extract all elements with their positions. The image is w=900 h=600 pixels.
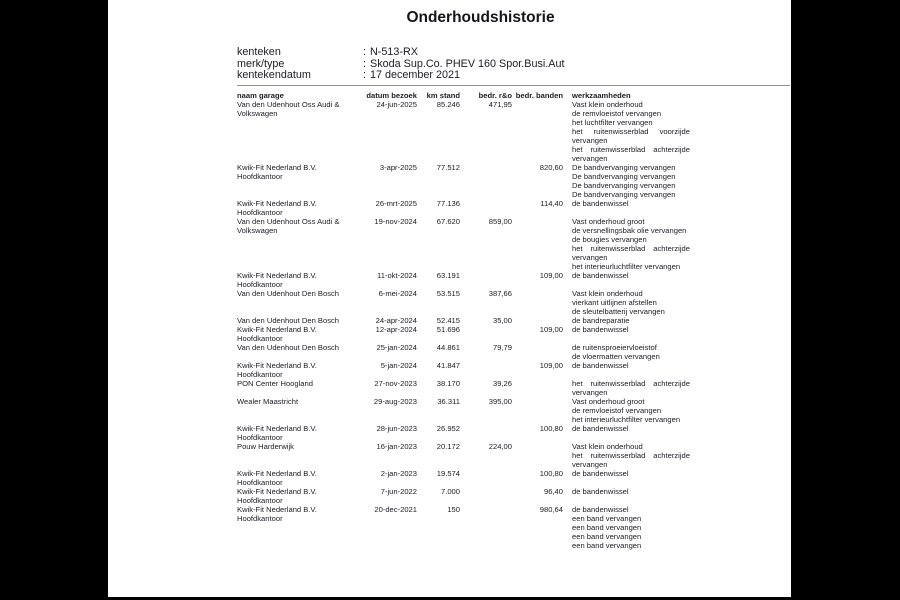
amount-tires-cell: 109,00 bbox=[539, 324, 563, 334]
meta-row-merk-type bbox=[237, 59, 791, 71]
amount-repair-cell bbox=[460, 199, 512, 217]
table-row bbox=[237, 217, 690, 271]
garage-name-line: Kwik-Fit Nederland B.V. bbox=[237, 324, 317, 334]
spacer-cell bbox=[563, 100, 572, 163]
meta-colon: : bbox=[363, 46, 366, 58]
meta-colon: : bbox=[363, 69, 366, 82]
table-header-row bbox=[237, 91, 690, 100]
spacer-cell bbox=[563, 487, 572, 505]
garage-name-line: PON Center Hoogland bbox=[237, 378, 313, 388]
garage-name-cell bbox=[237, 271, 363, 289]
garage-name-line: Hoofdkantoor bbox=[237, 369, 283, 379]
table-header bbox=[237, 91, 690, 100]
table-row bbox=[237, 316, 690, 325]
garage-name-line: Hoofdkantoor bbox=[237, 171, 283, 181]
work-item-line: de vloermatten vervangen bbox=[572, 351, 660, 361]
work-item-line: de remvloeistof vervangen bbox=[572, 405, 662, 415]
spacer-cell bbox=[563, 163, 572, 199]
work-items-cell bbox=[572, 397, 690, 424]
amount-tires-cell bbox=[512, 316, 563, 325]
column-header-amount-tires: bedr. banden bbox=[515, 90, 563, 100]
work-item-line: de bougies vervangen bbox=[572, 234, 647, 244]
table-row bbox=[237, 199, 690, 217]
work-item-line: de bandenwissel bbox=[572, 504, 629, 514]
odometer-cell: 44.861 bbox=[436, 342, 460, 352]
spacer-cell bbox=[563, 397, 572, 424]
garage-name-cell bbox=[237, 424, 363, 442]
garage-name-cell bbox=[237, 469, 363, 487]
amount-tires-cell: 980,64 bbox=[539, 504, 563, 514]
visit-date-cell: 19-nov-2024 bbox=[374, 216, 417, 226]
garage-name-line: Hoofdkantoor bbox=[237, 432, 283, 442]
table-row bbox=[237, 469, 690, 487]
odometer-cell: 36.311 bbox=[437, 396, 460, 406]
garage-name-line: Van den Udenhout Oss Audi & bbox=[237, 99, 340, 109]
spacer-cell bbox=[563, 505, 572, 550]
visit-date-cell: 28-jun-2023 bbox=[376, 423, 417, 433]
garage-name-cell bbox=[237, 289, 363, 316]
amount-tires-cell bbox=[512, 343, 563, 361]
garage-name-line: Hoofdkantoor bbox=[237, 513, 283, 523]
table-row bbox=[237, 271, 690, 289]
work-item-line: een band vervangen bbox=[572, 513, 642, 523]
page-title: Onderhoudshistorie bbox=[406, 9, 555, 26]
work-item-line: een band vervangen bbox=[572, 540, 642, 550]
spacer-cell bbox=[563, 316, 572, 325]
garage-name-line: Hoofdkantoor bbox=[237, 495, 283, 505]
work-item-line: De bandvervanging vervangen bbox=[572, 162, 676, 172]
work-item-line: de bandreparatie bbox=[572, 315, 630, 325]
odometer-cell: 67.620 bbox=[436, 216, 460, 226]
column-header-km: km stand bbox=[426, 90, 460, 100]
work-item-line: de sleutelbatterij vervangen bbox=[572, 306, 665, 316]
work-item-line: Vast klein onderhoud bbox=[572, 288, 643, 298]
spacer-cell bbox=[563, 361, 572, 379]
amount-repair-cell bbox=[460, 361, 512, 379]
garage-name-cell bbox=[237, 217, 363, 271]
visit-date-cell: 26-mrt-2025 bbox=[375, 198, 417, 208]
amount-repair-cell: 859,00 bbox=[488, 216, 512, 226]
odometer-cell: 53.515 bbox=[436, 288, 460, 298]
visit-date-cell: 12-apr-2024 bbox=[375, 324, 417, 334]
meta-value: 17 december 2021 bbox=[370, 69, 461, 82]
spacer-cell bbox=[563, 199, 572, 217]
amount-repair-cell: 35,00 bbox=[492, 315, 512, 325]
maintenance-history-table bbox=[237, 91, 690, 550]
work-item-line: Vast onderhoud groot bbox=[572, 216, 645, 226]
garage-name-cell bbox=[237, 316, 363, 325]
odometer-cell: 85.246 bbox=[436, 99, 460, 109]
garage-name-line: Kwik-Fit Nederland B.V. bbox=[237, 486, 317, 496]
garage-name-cell bbox=[237, 100, 363, 163]
work-item-line: De bandvervanging vervangen bbox=[572, 171, 676, 181]
amount-tires-cell: 109,00 bbox=[539, 360, 563, 370]
amount-tires-cell: 100,80 bbox=[539, 468, 563, 478]
amount-tires-cell bbox=[512, 217, 563, 271]
column-header-amount-ro: bedr. r&o bbox=[478, 90, 512, 100]
odometer-cell: 38.170 bbox=[436, 378, 460, 388]
visit-date-cell: 20-dec-2021 bbox=[374, 504, 417, 514]
work-items-cell bbox=[572, 199, 690, 217]
work-items-cell bbox=[572, 379, 690, 397]
work-items-cell bbox=[572, 442, 690, 469]
work-item-line: een band vervangen bbox=[572, 531, 642, 541]
garage-name-line: Hoofdkantoor bbox=[237, 477, 283, 487]
work-item-line: de ruitensproeiervloeistof bbox=[572, 342, 657, 352]
work-item-line: het ruitenwisserblad achterzijde vervangen bbox=[572, 243, 690, 262]
meta-colon: : bbox=[363, 57, 366, 70]
work-items-cell bbox=[572, 316, 690, 325]
visit-date-cell: 6-mei-2024 bbox=[378, 288, 417, 298]
amount-tires-cell bbox=[512, 100, 563, 163]
table-row bbox=[237, 163, 690, 199]
garage-name-line: Van den Udenhout Oss Audi & bbox=[237, 216, 340, 226]
amount-tires-cell: 96,40 bbox=[543, 486, 563, 496]
meta-label: kentekendatum bbox=[237, 69, 311, 82]
work-items-cell bbox=[572, 424, 690, 442]
meta-value: N-513-RX bbox=[370, 46, 419, 58]
spacer-cell bbox=[563, 424, 572, 442]
odometer-cell: 77.136 bbox=[436, 198, 460, 208]
table-row bbox=[237, 289, 690, 316]
header-divider-line bbox=[237, 85, 790, 86]
amount-repair-cell: 395,00 bbox=[488, 396, 512, 406]
visit-date-cell: 5-jan-2024 bbox=[380, 360, 417, 370]
work-items-cell bbox=[572, 361, 690, 379]
meta-row-kentekendatum bbox=[237, 70, 791, 82]
garage-name-line: Kwik-Fit Nederland B.V. bbox=[237, 504, 317, 514]
amount-tires-cell: 100,80 bbox=[539, 423, 563, 433]
garage-name-cell bbox=[237, 379, 363, 397]
spacer-cell bbox=[563, 379, 572, 397]
work-item-line: de bandenwissel bbox=[572, 198, 629, 208]
garage-name-cell bbox=[237, 442, 363, 469]
garage-name-cell bbox=[237, 343, 363, 361]
work-items-cell bbox=[572, 217, 690, 271]
table-row bbox=[237, 424, 690, 442]
garage-name-line: Volkswagen bbox=[237, 225, 278, 235]
table-row bbox=[237, 100, 690, 163]
work-item-line: de bandenwissel bbox=[572, 423, 629, 433]
amount-repair-cell bbox=[460, 163, 512, 199]
spacer-cell bbox=[563, 289, 572, 316]
spacer-cell bbox=[563, 217, 572, 271]
meta-label: kenteken bbox=[237, 46, 281, 58]
work-items-cell bbox=[572, 289, 690, 316]
vehicle-info-block bbox=[237, 47, 791, 82]
garage-name-line: Volkswagen bbox=[237, 108, 278, 118]
amount-tires-cell: 109,00 bbox=[539, 270, 563, 280]
table-row bbox=[237, 505, 690, 550]
garage-name-line: Kwik-Fit Nederland B.V. bbox=[237, 162, 317, 172]
work-items-cell bbox=[572, 469, 690, 487]
work-item-line: Vast klein onderhoud bbox=[572, 99, 643, 109]
garage-name-cell bbox=[237, 505, 363, 550]
odometer-cell: 20.172 bbox=[436, 441, 460, 451]
table-row bbox=[237, 442, 690, 469]
visit-date-cell: 3-apr-2025 bbox=[379, 162, 417, 172]
visit-date-cell: 11-okt-2024 bbox=[377, 270, 417, 280]
work-item-line: het interieurluchtfilter vervangen bbox=[572, 261, 681, 271]
garage-name-cell bbox=[237, 325, 363, 343]
visit-date-cell: 29-aug-2023 bbox=[373, 396, 417, 406]
table-row bbox=[237, 343, 690, 361]
work-item-line: het luchtfilter vervangen bbox=[572, 117, 653, 127]
spacer-cell bbox=[563, 442, 572, 469]
work-item-line: Vast onderhoud groot bbox=[572, 396, 645, 406]
amount-repair-cell bbox=[460, 469, 512, 487]
garage-name-line: Hoofdkantoor bbox=[237, 207, 283, 217]
table-row bbox=[237, 397, 690, 424]
work-item-line: een band vervangen bbox=[572, 522, 642, 532]
garage-name-cell bbox=[237, 487, 363, 505]
visit-date-cell: 24-apr-2024 bbox=[375, 315, 417, 325]
odometer-cell: 150 bbox=[447, 504, 460, 514]
amount-tires-cell: 114,40 bbox=[540, 198, 563, 208]
work-item-line: de bandenwissel bbox=[572, 324, 629, 334]
work-item-line: het ruitenwisserblad achterzijde vervangen bbox=[572, 450, 690, 469]
visit-date-cell: 27-nov-2023 bbox=[374, 378, 417, 388]
spacer-cell bbox=[563, 469, 572, 487]
amount-repair-cell: 79,79 bbox=[492, 342, 512, 352]
garage-name-line: Kwik-Fit Nederland B.V. bbox=[237, 198, 317, 208]
amount-tires-cell bbox=[512, 379, 563, 397]
garage-name-cell bbox=[237, 361, 363, 379]
garage-name-line: Kwik-Fit Nederland B.V. bbox=[237, 360, 317, 370]
work-item-line: Vast klein onderhoud bbox=[572, 441, 643, 451]
table-row bbox=[237, 361, 690, 379]
garage-name-line: Van den Udenhout Den Bosch bbox=[237, 342, 340, 352]
spacer-cell bbox=[563, 343, 572, 361]
work-item-line: het ruitenwisserblad achterzijde vervangen bbox=[572, 378, 690, 397]
amount-repair-cell: 224,00 bbox=[488, 441, 512, 451]
amount-tires-cell bbox=[512, 442, 563, 469]
garage-name-line: Kwik-Fit Nederland B.V. bbox=[237, 270, 317, 280]
amount-repair-cell bbox=[460, 271, 512, 289]
odometer-cell: 63.191 bbox=[436, 270, 460, 280]
work-item-line: De bandvervanging vervangen bbox=[572, 189, 676, 199]
table-row bbox=[237, 487, 690, 505]
column-header-date: datum bezoek bbox=[366, 90, 417, 100]
garage-name-line: Kwik-Fit Nederland B.V. bbox=[237, 423, 317, 433]
work-item-line: de bandenwissel bbox=[572, 360, 629, 370]
work-items-cell bbox=[572, 325, 690, 343]
odometer-cell: 51.696 bbox=[436, 324, 460, 334]
meta-row-kenteken bbox=[237, 47, 791, 59]
work-items-cell bbox=[572, 163, 690, 199]
work-item-line: het ruitenwisserblad voorzijde vervangen bbox=[572, 126, 690, 145]
work-item-line: het ruitenwisserblad achterzijde vervangen bbox=[572, 144, 690, 163]
amount-tires-cell: 820,60 bbox=[539, 162, 563, 172]
visit-date-cell: 7-jun-2022 bbox=[380, 486, 417, 496]
document-page bbox=[108, 0, 791, 597]
amount-tires-cell bbox=[512, 289, 563, 316]
work-items-cell bbox=[572, 271, 690, 289]
odometer-cell: 41.847 bbox=[436, 360, 460, 370]
visit-date-cell: 2-jan-2023 bbox=[380, 468, 417, 478]
maintenance-table-body bbox=[237, 100, 690, 550]
amount-repair-cell: 471,95 bbox=[488, 99, 512, 109]
amount-repair-cell: 39,26 bbox=[492, 378, 512, 388]
visit-date-cell: 16-jan-2023 bbox=[376, 441, 417, 451]
work-item-line: de remvloeistof vervangen bbox=[572, 108, 662, 118]
visit-date-cell: 25-jan-2024 bbox=[376, 342, 417, 352]
work-items-cell bbox=[572, 505, 690, 550]
amount-repair-cell bbox=[460, 424, 512, 442]
table-row bbox=[237, 379, 690, 397]
amount-repair-cell bbox=[460, 487, 512, 505]
column-header-spacer bbox=[563, 91, 572, 100]
work-items-cell bbox=[572, 100, 690, 163]
garage-name-line: Hoofdkantoor bbox=[237, 333, 283, 343]
garage-name-line: Van den Udenhout Den Bosch bbox=[237, 315, 340, 325]
amount-repair-cell: 387,66 bbox=[488, 288, 512, 298]
spacer-cell bbox=[563, 271, 572, 289]
visit-date-cell: 24-jun-2025 bbox=[376, 99, 417, 109]
odometer-cell: 26.952 bbox=[436, 423, 460, 433]
meta-value: Skoda Sup.Co. PHEV 160 Spor.Busi.Aut bbox=[370, 57, 565, 70]
work-item-line: de versnellingsbak olie vervangen bbox=[572, 225, 687, 235]
work-item-line: vierkant uitlijnen afstellen bbox=[572, 297, 657, 307]
odometer-cell: 77.512 bbox=[436, 162, 460, 172]
table-row bbox=[237, 325, 690, 343]
work-items-cell bbox=[572, 487, 690, 505]
work-item-line: de bandenwissel bbox=[572, 270, 629, 280]
garage-name-line: Van den Udenhout Den Bosch bbox=[237, 288, 340, 298]
garage-name-line: Hoofdkantoor bbox=[237, 279, 283, 289]
amount-repair-cell bbox=[460, 325, 512, 343]
spacer-cell bbox=[563, 325, 572, 343]
garage-name-line: Pouw Harderwijk bbox=[237, 441, 294, 451]
garage-name-line: Kwik-Fit Nederland B.V. bbox=[237, 468, 317, 478]
meta-label: merk/type bbox=[237, 57, 285, 70]
odometer-cell: 19.574 bbox=[436, 468, 460, 478]
garage-name-cell bbox=[237, 199, 363, 217]
column-header-garage: naam garage bbox=[237, 90, 284, 100]
work-item-line: de bandenwissel bbox=[572, 486, 629, 496]
work-item-line: het interieurluchtfilter vervangen bbox=[572, 414, 681, 424]
odometer-cell: 7.000 bbox=[440, 486, 460, 496]
garage-name-line: Wealer Maastricht bbox=[237, 396, 299, 406]
work-item-line: De bandvervanging vervangen bbox=[572, 180, 676, 190]
odometer-cell: 52.415 bbox=[436, 315, 460, 325]
work-item-line: de bandenwissel bbox=[572, 468, 629, 478]
amount-tires-cell bbox=[512, 397, 563, 424]
garage-name-cell bbox=[237, 163, 363, 199]
amount-repair-cell bbox=[460, 505, 512, 550]
garage-name-cell bbox=[237, 397, 363, 424]
work-items-cell bbox=[572, 343, 690, 361]
column-header-work: werkzaamheden bbox=[572, 90, 631, 100]
